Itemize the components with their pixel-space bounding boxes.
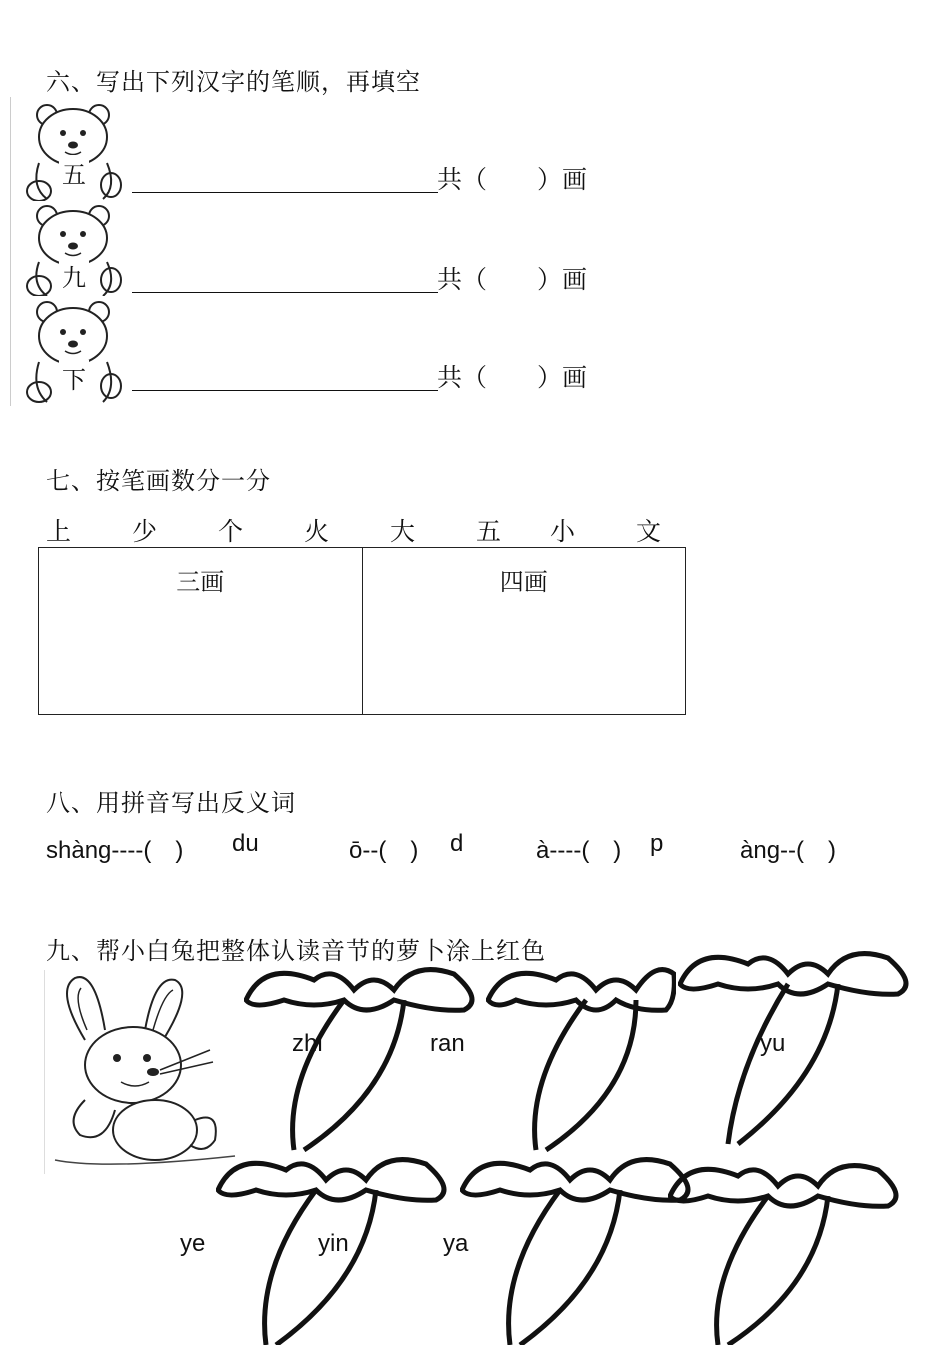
stroke-count-text: 共（ ）画 <box>437 363 588 392</box>
character-item: 五 <box>476 517 502 546</box>
target-character: 五 <box>59 155 89 190</box>
character-item: 个 <box>218 517 244 546</box>
section-6-title: 六、写出下列汉字的笔顺，再填空 <box>46 68 421 96</box>
syllable-label[interactable]: yin <box>318 1230 349 1257</box>
carrot-icon <box>678 944 918 1148</box>
antonym-item: shàng----( ) <box>46 837 184 864</box>
column-four-strokes[interactable]: 四画 <box>362 548 686 715</box>
antonym-item: d <box>450 830 464 857</box>
bear-icon <box>10 200 137 304</box>
answer-blank[interactable] <box>132 292 438 293</box>
syllable-label[interactable]: yu <box>760 1030 786 1057</box>
character-item: 小 <box>550 517 576 546</box>
section-8-title: 八、用拼音写出反义词 <box>46 789 296 817</box>
character-item: 文 <box>636 517 662 546</box>
antonym-item: p <box>650 830 664 857</box>
stroke-count-text: 共（ ）画 <box>437 265 588 294</box>
bear-icon <box>10 97 137 201</box>
syllable-label[interactable]: ran <box>430 1030 465 1057</box>
carrot-icon <box>460 1150 700 1345</box>
bear-icon <box>10 296 137 406</box>
character-item: 少 <box>132 517 158 546</box>
target-character: 九 <box>59 258 89 293</box>
character-item: 火 <box>304 517 330 546</box>
carrot-icon <box>668 1156 908 1345</box>
antonym-item: àng--( ) <box>740 837 837 864</box>
target-character: 下 <box>59 360 89 395</box>
syllable-label[interactable]: ye <box>180 1230 206 1257</box>
syllable-label[interactable]: ya <box>443 1230 469 1257</box>
carrot-icon <box>486 960 676 1152</box>
answer-blank[interactable] <box>132 192 438 193</box>
section-7-title: 七、按笔画数分一分 <box>46 467 271 495</box>
column-three-strokes[interactable]: 三画 <box>39 548 363 715</box>
character-item: 大 <box>390 517 416 546</box>
stroke-count-text: 共（ ）画 <box>437 165 588 194</box>
section-9-title: 九、帮小白兔把整体认读音节的萝卜涂上红色 <box>46 937 546 965</box>
stroke-sort-table <box>38 547 686 715</box>
antonym-item: à----( ) <box>536 837 622 864</box>
rabbit-icon <box>44 970 241 1174</box>
syllable-label[interactable]: zhi <box>292 1030 323 1057</box>
antonym-item: du <box>232 830 259 857</box>
antonym-item: ō--( ) <box>349 837 419 864</box>
answer-blank[interactable] <box>132 390 438 391</box>
character-item: 上 <box>46 517 72 546</box>
